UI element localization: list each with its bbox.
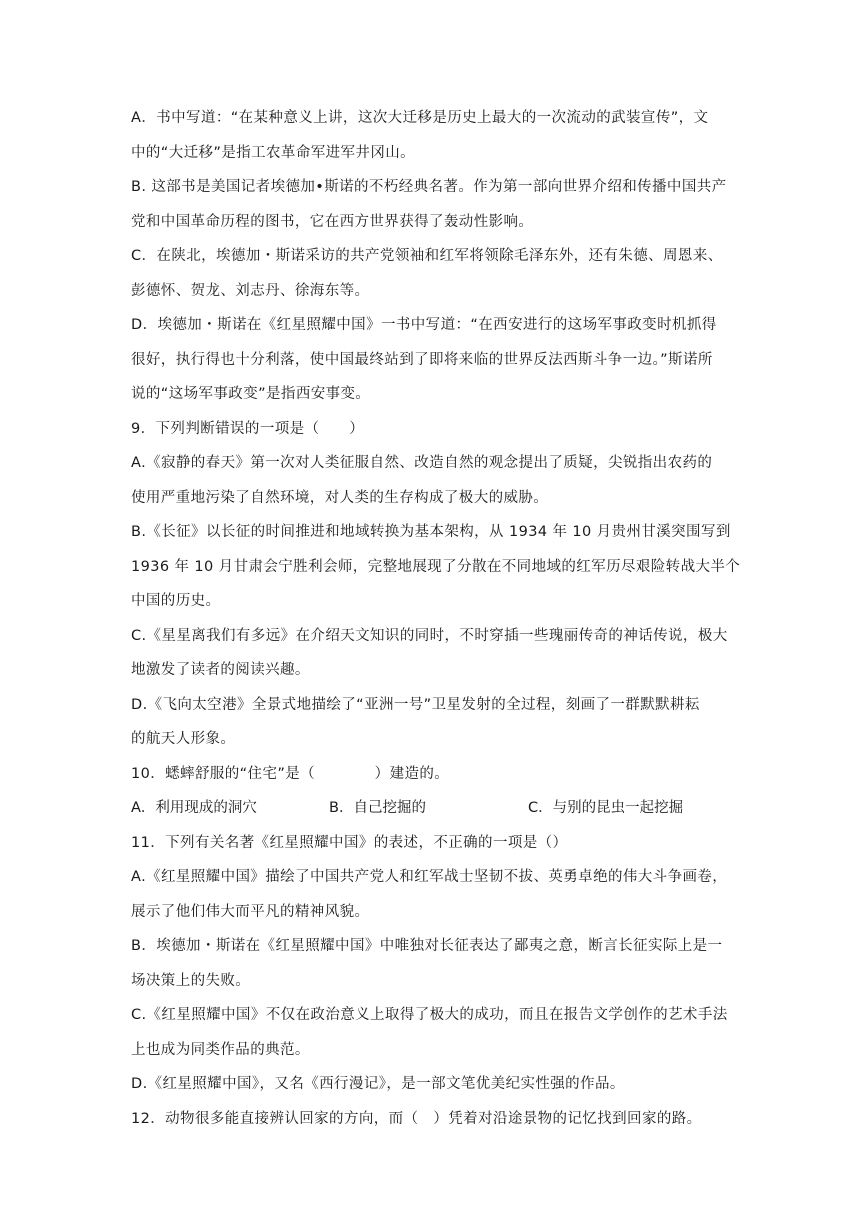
q11-option-a <box>131 867 731 922</box>
q8-option-d-line-1: D．埃德加・斯诺在《红星照耀中国》一书中写道：“在西安进行的这场军事政变时机抓得 <box>131 317 717 333</box>
q8-option-c <box>131 246 731 301</box>
q11-option-d-line-1: D.《红星照耀中国》，又名《西行漫记》，是一部文笔优美纪实性强的作品。 <box>131 1076 625 1092</box>
q9-option-d <box>131 695 731 750</box>
q11-option-b-line-2: 场决策上的失败。 <box>131 972 251 989</box>
q11-option-c <box>131 1005 731 1060</box>
q9-option-c-line-1: C.《星星离我们有多远》在介绍天文知识的同时，不时穿插一些瑰丽传奇的神话传说，极大 <box>131 627 728 644</box>
q11-option-a-line-2: 展示了他们伟大而平凡的精神风貌。 <box>131 903 370 920</box>
q9-option-d-line-2: 的航天人形象。 <box>131 731 236 747</box>
q8-option-d <box>131 315 731 404</box>
q9-option-b <box>131 522 741 611</box>
q8-option-a-line-1: A．书中写道：“在某种意义上讲，这次大迁移是历史上最大的一次流动的武装宣传”，文 <box>131 110 709 126</box>
q8-option-d-line-2: 很好，执行得也十分利落，使中国最终站到了即将来临的世界反法西斯斗争一边。”斯诺所 <box>131 351 713 368</box>
q10-option-a: A．利用现成的洞穴 <box>131 800 257 816</box>
q9-option-b-line-3: 中国的历史。 <box>131 593 221 609</box>
q8-option-b-line-1: B. 这部书是美国记者埃德加•斯诺的不朽经典名著。作为第一部向世界介绍和传播中国共产 <box>131 179 727 195</box>
q11-option-c-line-2: 上也成为同类作品的典范。 <box>131 1041 310 1058</box>
q9-option-a-line-2: 使用严重地污染了自然环境，对人类的生存构成了极大的威胁。 <box>131 489 549 506</box>
q10-option-b: B．自己挖掘的 <box>329 800 426 816</box>
q10-options-row <box>131 798 731 818</box>
q11-option-c-line-1: C.《红星照耀中国》不仅在政治意义上取得了极大的成功，而且在报告文学创作的艺术手法 <box>131 1007 728 1023</box>
q11-option-d <box>131 1074 731 1094</box>
q10-stem: 10．蟋蟀舒服的“住宅”是（ ）建造的。 <box>131 765 450 782</box>
q8-option-c-line-2: 彭德怀、贺龙、刘志丹、徐海东等。 <box>131 282 370 299</box>
q12-stem: 12．动物很多能直接辨认回家的方向，而（ ）凭着对沿途景物的记忆找到回家的路。 <box>131 1110 702 1127</box>
q8-option-d-line-3: 说的“这场军事政变”是指西安事变。 <box>131 386 371 402</box>
q11-option-b-line-1: B．埃德加・斯诺在《红星照耀中国》中唯独对长征表达了鄙夷之意，断言长征实际上是一 <box>131 938 723 954</box>
q9-stem: 9．下列判断错误的一项是（ ） <box>131 420 365 437</box>
q9-option-c-line-2: 地激发了读者的阅读兴趣。 <box>131 662 310 678</box>
q9-option-d-line-1: D.《飞向太空港》全景式地描绘了“亚洲一号”卫星发射的全过程，刻画了一群默默耕耘 <box>131 696 700 713</box>
q11-option-b <box>131 936 731 991</box>
q8-option-a-line-2: 中的“大迁移”是指工农革命军进军井冈山。 <box>131 144 416 161</box>
q9-option-a-line-1: A.《寂静的春天》第一次对人类征服自然、改造自然的观念提出了质疑，尖锐指出农药的 <box>131 455 713 471</box>
document-body <box>131 108 741 1129</box>
q9-option-b-line-2: 1936 年 10 月甘肃会宁胜利会师，完整地展现了分散在不同地域的红军历尽艰险转战大半个 <box>131 558 741 575</box>
q9-option-b-line-1: B.《长征》以长征的时间推进和地域转换为基本架构，从 1934 年 10 月贵州甘溪突围写到 <box>131 524 731 540</box>
q8-option-b-line-2: 党和中国革命历程的图书，它在西方世界获得了轰动性影响。 <box>131 213 534 230</box>
q8-option-a <box>131 108 731 163</box>
q11-option-a-line-1: A.《红星照耀中国》描绘了中国共产党人和红军战士坚韧不拔、英勇卓绝的伟大斗争画卷， <box>131 869 728 885</box>
q9-option-a <box>131 453 731 508</box>
q10-option-c: C．与别的昆虫一起挖掘 <box>528 800 684 816</box>
q11-stem: 11．下列有关名著《红星照耀中国》的表述，不正确的一项是（） <box>131 834 568 851</box>
q8-option-b <box>131 177 731 232</box>
q8-option-c-line-1: C．在陕北，埃德加・斯诺采访的共产党领袖和红军将领除毛泽东外，还有朱德、周恩来、 <box>131 248 723 264</box>
q9-option-c <box>131 626 731 681</box>
